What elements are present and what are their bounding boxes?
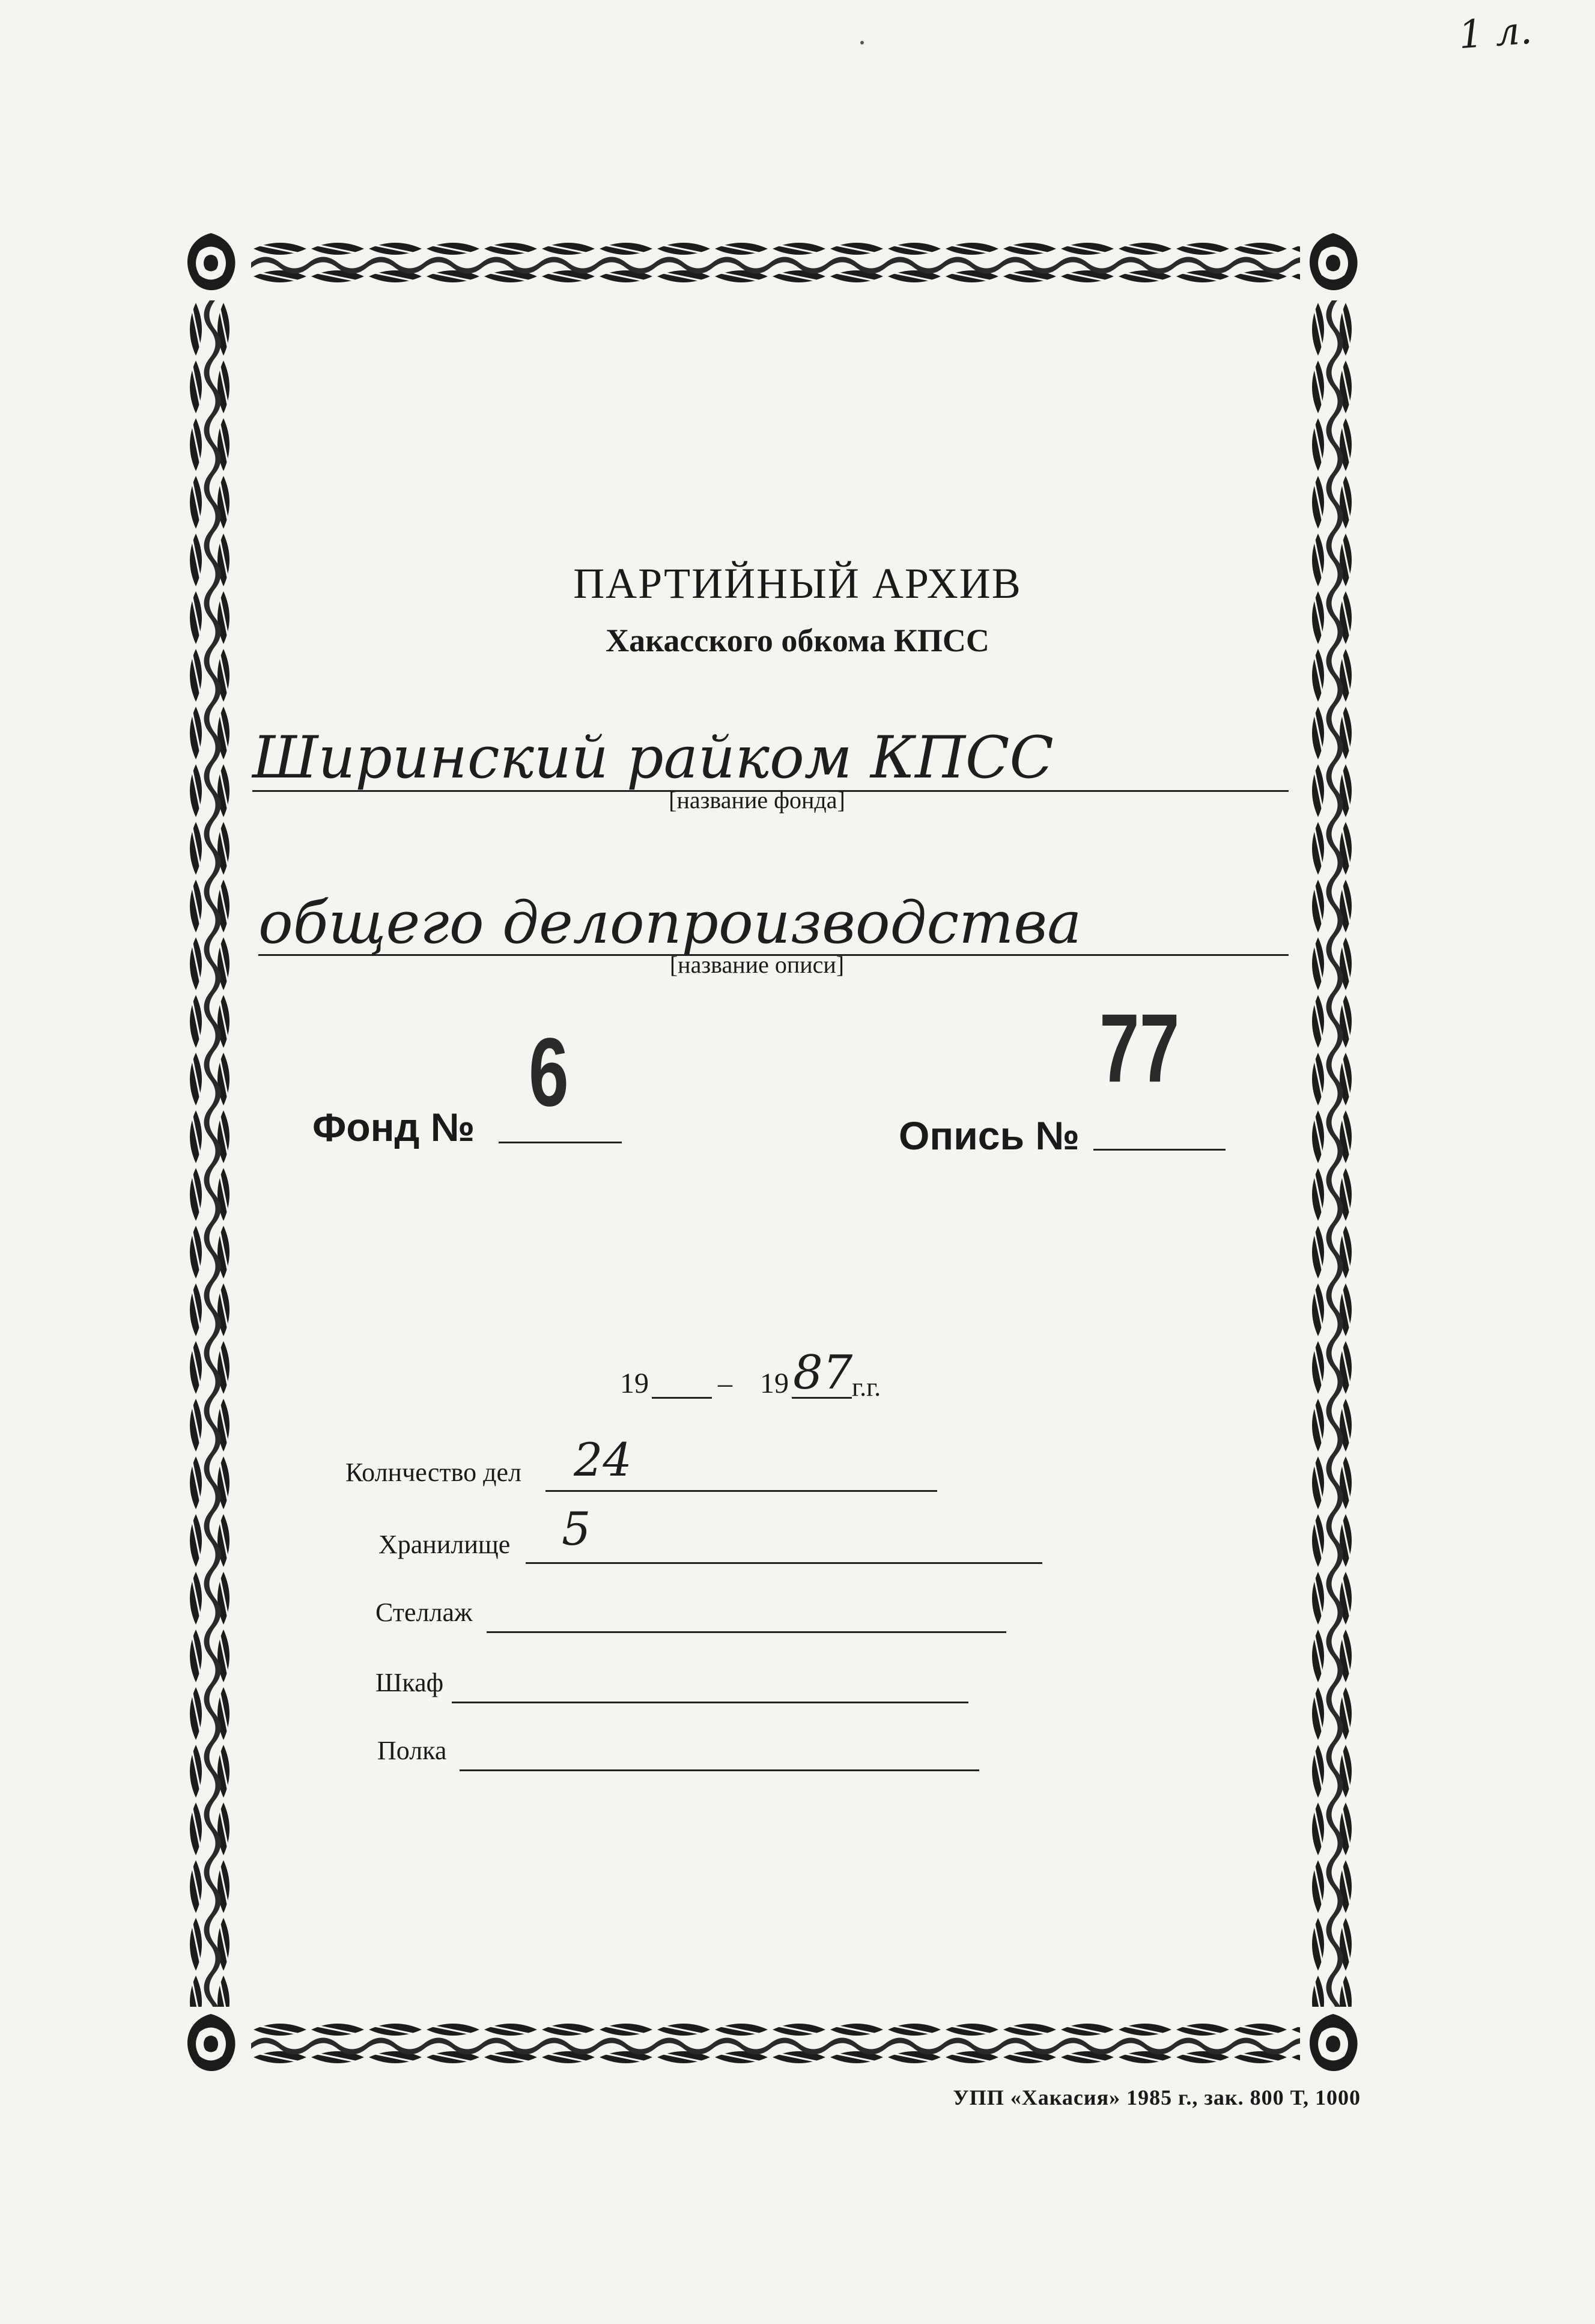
inventory-number-value: 77 (1099, 994, 1180, 1103)
years-prefix-end: 19 (760, 1367, 789, 1399)
cabinet-line (452, 1702, 968, 1703)
ornament-corner-top-right (1298, 227, 1369, 298)
rack-line (487, 1631, 1006, 1633)
ornament-border-top (251, 239, 1326, 286)
shelf-line (460, 1769, 979, 1771)
ornament-corner-bottom-left (175, 2008, 246, 2079)
fund-number-line (499, 1142, 622, 1143)
shelf-label: Полка (377, 1736, 447, 1765)
years-prefix-start: 19 (620, 1367, 649, 1399)
fund-number-value: 6 (529, 1018, 569, 1127)
sheet-count-mark: 1 л. (1457, 8, 1534, 58)
ornament-corner-top-left (175, 227, 246, 298)
printer-imprint: УПП «Хакасия» 1985 г., зак. 800 Т, 1000 (953, 2085, 1361, 2110)
cases-count-label: Колнчество дел (345, 1458, 521, 1487)
years-suffix: г.г. (852, 1372, 881, 1402)
inventory-name-handwritten: общего делопроизводства (258, 889, 1082, 957)
years-end-value: 87 (793, 1346, 853, 1400)
rack-label: Стеллаж (375, 1598, 473, 1627)
ornament-border-right (1308, 300, 1355, 2007)
storage-value: 5 (562, 1502, 591, 1556)
fund-name-caption: [название фонда] (669, 786, 845, 814)
archive-title: ПАРТИЙНЫЙ АРХИВ (573, 559, 1022, 607)
years-dash: – (718, 1367, 732, 1399)
cases-count-line (545, 1490, 937, 1492)
ornament-border-bottom (251, 2020, 1326, 2067)
years-start-line (652, 1397, 712, 1399)
fund-name-handwritten: Ширинский райком КПСС (252, 724, 1054, 791)
fund-number-label: Фонд № (312, 1105, 475, 1149)
speck (860, 41, 864, 44)
ornament-border-left (186, 300, 233, 2007)
archive-subtitle: Хакасского обкома КПСС (606, 622, 989, 659)
storage-line (526, 1562, 1042, 1564)
cabinet-label: Шкаф (375, 1668, 444, 1697)
inventory-number-line (1093, 1149, 1226, 1151)
inventory-name-caption: [название описи] (669, 951, 845, 978)
inventory-number-label: Опись № (899, 1113, 1080, 1158)
cases-count-value: 24 (574, 1433, 632, 1486)
ornament-corner-bottom-right (1298, 2008, 1369, 2079)
storage-label: Хранилище (378, 1530, 511, 1559)
